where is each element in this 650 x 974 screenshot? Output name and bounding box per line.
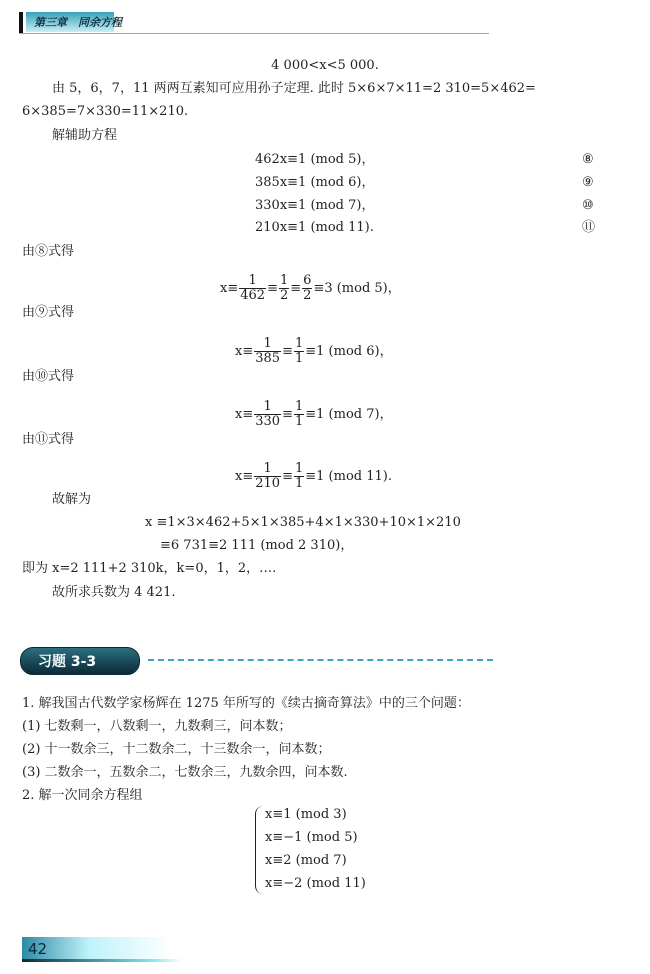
equation-number: ⑧ xyxy=(582,152,594,167)
solution-line: x≡ $\frac{1}{210}$ ≡ $\frac{1}{1}$ ≡1 (mod 11). xyxy=(235,461,392,491)
aux-equation: 385x≡1 (mod 6)， xyxy=(255,175,375,190)
solution-result: ≡6 731≡2 111 (mod 2 310)， xyxy=(160,538,354,553)
fraction: $\frac{1}{1}$ xyxy=(294,399,304,429)
solution-line: x≡ $\frac{1}{462}$ ≡ $\frac{1}{2}$ ≡ $\frac{6}{2}$ ≡3 (mod 5)， xyxy=(220,273,401,303)
header-rule xyxy=(19,33,489,34)
dashed-rule xyxy=(148,659,493,661)
fraction: $\frac{1}{210}$ xyxy=(255,461,281,491)
aux-equation: 330x≡1 (mod 7)， xyxy=(255,198,375,213)
from-label: 由⑨式得 xyxy=(22,305,75,320)
fraction: $\frac{1}{1}$ xyxy=(294,461,304,491)
aux-intro: 解辅助方程 xyxy=(52,128,118,143)
exercise-line: (2) 十一数余三，十二数余二，十三数余一，问本数； xyxy=(22,742,331,757)
from-label: 由⑩式得 xyxy=(22,369,75,384)
fraction: $\frac{1}{462}$ xyxy=(240,273,266,303)
exercise-line: (3) 二数余一，五数余二，七数余三，九数余四，问本数. xyxy=(22,765,348,780)
aux-equation: 210x≡1 (mod 11). xyxy=(255,220,374,235)
header-bar xyxy=(19,12,23,34)
answer: 故所求兵数为 4 421. xyxy=(52,585,176,600)
solution-line: x≡ $\frac{1}{330}$ ≡ $\frac{1}{1}$ ≡1 (mod 7)， xyxy=(235,399,393,429)
solution-intro: 故解为 xyxy=(52,492,92,507)
fraction: $\frac{6}{2}$ xyxy=(303,273,312,303)
equation-number: ⑨ xyxy=(582,175,594,190)
exercise-line: 2. 解一次同余方程组 xyxy=(22,788,143,803)
system-equation: x≡1 (mod 3) xyxy=(265,807,347,822)
from-label: 由⑧式得 xyxy=(22,244,75,259)
system-equation: x≡2 (mod 7) xyxy=(265,853,347,868)
exercise-line: 1. 解我国古代数学家杨辉在 1275 年所写的《续古摘奇算法》中的三个问题： xyxy=(22,696,470,711)
general-solution: 即为 x=2 111+2 310k，k=0，1，2，…. xyxy=(22,561,277,576)
from-label: 由⑪式得 xyxy=(22,432,75,447)
inequality: 4 000<x<5 000. xyxy=(271,58,379,73)
equation-number: ⑩ xyxy=(582,198,594,213)
fraction: $\frac{1}{2}$ xyxy=(279,273,289,303)
system-brace xyxy=(255,806,264,894)
lhs: x≡ xyxy=(220,281,239,296)
system-equation: x≡−2 (mod 11) xyxy=(265,876,366,891)
paragraph-line: 由 5，6，7，11 两两互素知可应用孙子定理. 此时 5×6×7×11=2 310=5×462= xyxy=(52,81,536,96)
equation-number: ⑪ xyxy=(582,220,596,235)
system-equation: x≡−1 (mod 5) xyxy=(265,830,358,845)
fraction: $\frac{1}{385}$ xyxy=(255,336,281,366)
chapter-title: 第三章 同余方程 xyxy=(34,16,122,29)
exercise-title: 习题 3-3 xyxy=(38,654,97,670)
fraction: $\frac{1}{330}$ xyxy=(255,399,281,429)
solution-sum: x ≡1×3×462+5×1×385+4×1×330+10×1×210 xyxy=(145,515,461,530)
fraction: $\frac{1}{1}$ xyxy=(294,336,304,366)
footer-rule xyxy=(22,959,182,962)
exercise-line: (1) 七数剩一，八数剩一，九数剩三，问本数； xyxy=(22,719,292,734)
page-number: 42 xyxy=(28,940,48,958)
solution-line: x≡ $\frac{1}{385}$ ≡ $\frac{1}{1}$ ≡1 (mod 6)， xyxy=(235,336,393,366)
aux-equation: 462x≡1 (mod 5)， xyxy=(255,152,375,167)
paragraph-line: 6×385=7×330=11×210. xyxy=(22,104,189,119)
